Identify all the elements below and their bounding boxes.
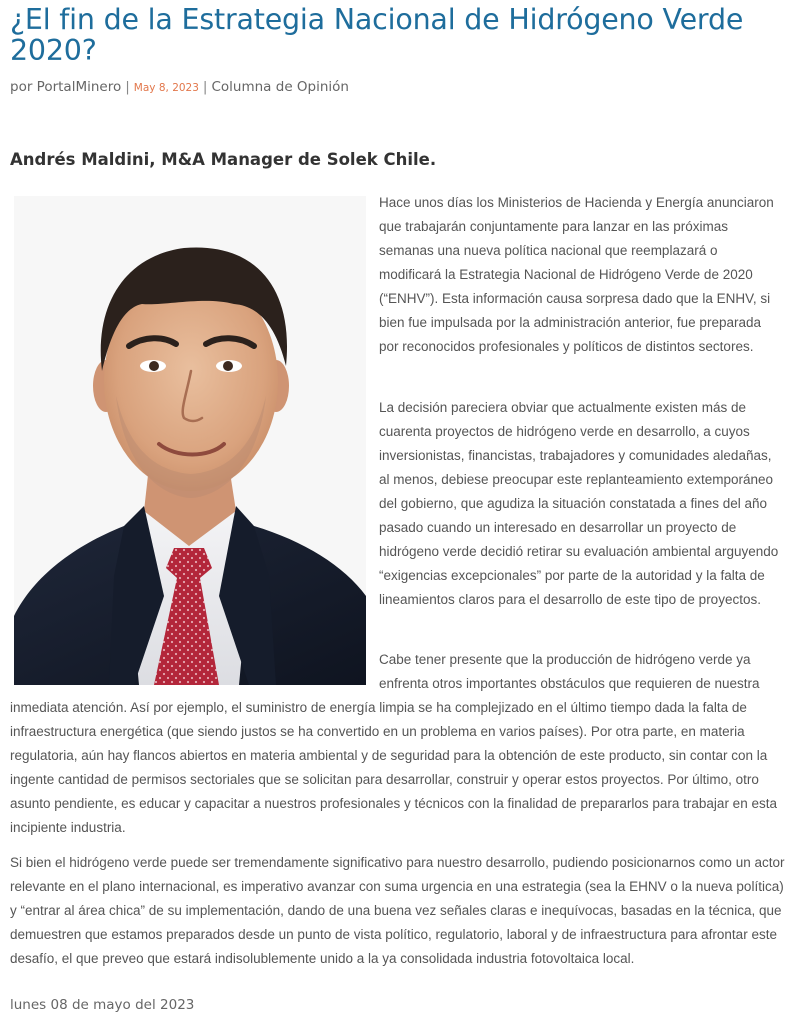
meta-separator: | xyxy=(125,79,130,95)
paragraph-3-start: Cabe tener presente que la producción de hidrógeno verde ya enfrenta otros importantes obstáculos que requieren de nuestra xyxy=(379,652,760,691)
footer-date: lunes 08 de mayo del 2023 xyxy=(10,997,195,1013)
post-meta xyxy=(10,79,349,95)
meta-separator: | xyxy=(202,79,208,95)
portrait-photo xyxy=(14,196,366,685)
paragraph-2: La decisión pareciera obviar que actualmente existen más de cuarenta proyectos de hidrógeno verde en desarrollo, a cuyos inversionistas, financistas, trabajadores y comunidades aledañas, al menos, debiese preocupar este replanteamiento extemporáneo del gobierno, que agudiza la situación constatada a fines del año pasado cuando un interesado en desarrollar un proyecto de hidrógeno verde decidió retirar su evaluación ambiental arguyendo “exigencias excepcionales” por parte de la autoridad y la falta de lineamientos claros para el desarrollo de este tipo de proyectos. xyxy=(379,400,779,607)
post-date: May 8, 2023 xyxy=(133,82,199,94)
article-subtitle: Andrés Maldini, M&A Manager de Solek Chile. xyxy=(10,150,437,169)
article-title: ¿El fin de la Estrategia Nacional de Hidrógeno Verde 2020? xyxy=(10,3,744,67)
paragraph-4: Si bien el hidrógeno verde puede ser tremendamente significativo para nuestro desarrollo, pudiendo posicionarnos como un actor relevante en el plano internacional, es imperativo avanzar con suma urgencia en una estrategia (sea la EHNV o la nueva política) y “entrar al área chica” de su implementación, dando de una buena vez señales claras e inequívocas, basadas en la técnica, que demuestren que estamos preparados desde un punto de vista político, regulatorio, laboral y de infraestructura para afrontar este desafío, el que preveo que estará indisolublemente unido a la ya consolidada industria fotovoltaica local. xyxy=(10,855,785,966)
category-link[interactable]: Columna de Opinión xyxy=(211,79,349,95)
paragraph-3-continued: inmediata atención. Así por ejemplo, el suministro de energía limpia se ha complejizado en el último tiempo dada la falta de infraestructura energética (que siendo justos se ha convertido en un problema en varios países). Por otra parte, en materia regulatoria, aún hay flancos abiertos en materia ambiental y de seguridad para la obtención de este producto, sin contar con la ingente cantidad de permisos sectoriales que se solicitan para desarrollar, construir y operar estos proyectos. Por último, otro asunto pendiente, es educar y capacitar a nuestros profesionales y técnicos con la finalidad de prepararlos para trabajar en esta incipiente industria. xyxy=(10,700,777,835)
paragraph-1: Hace unos días los Ministerios de Hacienda y Energía anunciaron que trabajarán conjuntamente para lanzar en las próximas semanas una nueva política nacional que reemplazará o modificará la Estrategia Nacional de Hidrógeno Verde de 2020 (“ENHV”). Esta información causa sorpresa dado que la ENHV, si bien fue impulsada por la administración anterior, fue preparada por reconocidos profesionales y políticos de distintos sectores. xyxy=(379,195,774,354)
author-link[interactable]: por PortalMinero xyxy=(10,79,122,95)
